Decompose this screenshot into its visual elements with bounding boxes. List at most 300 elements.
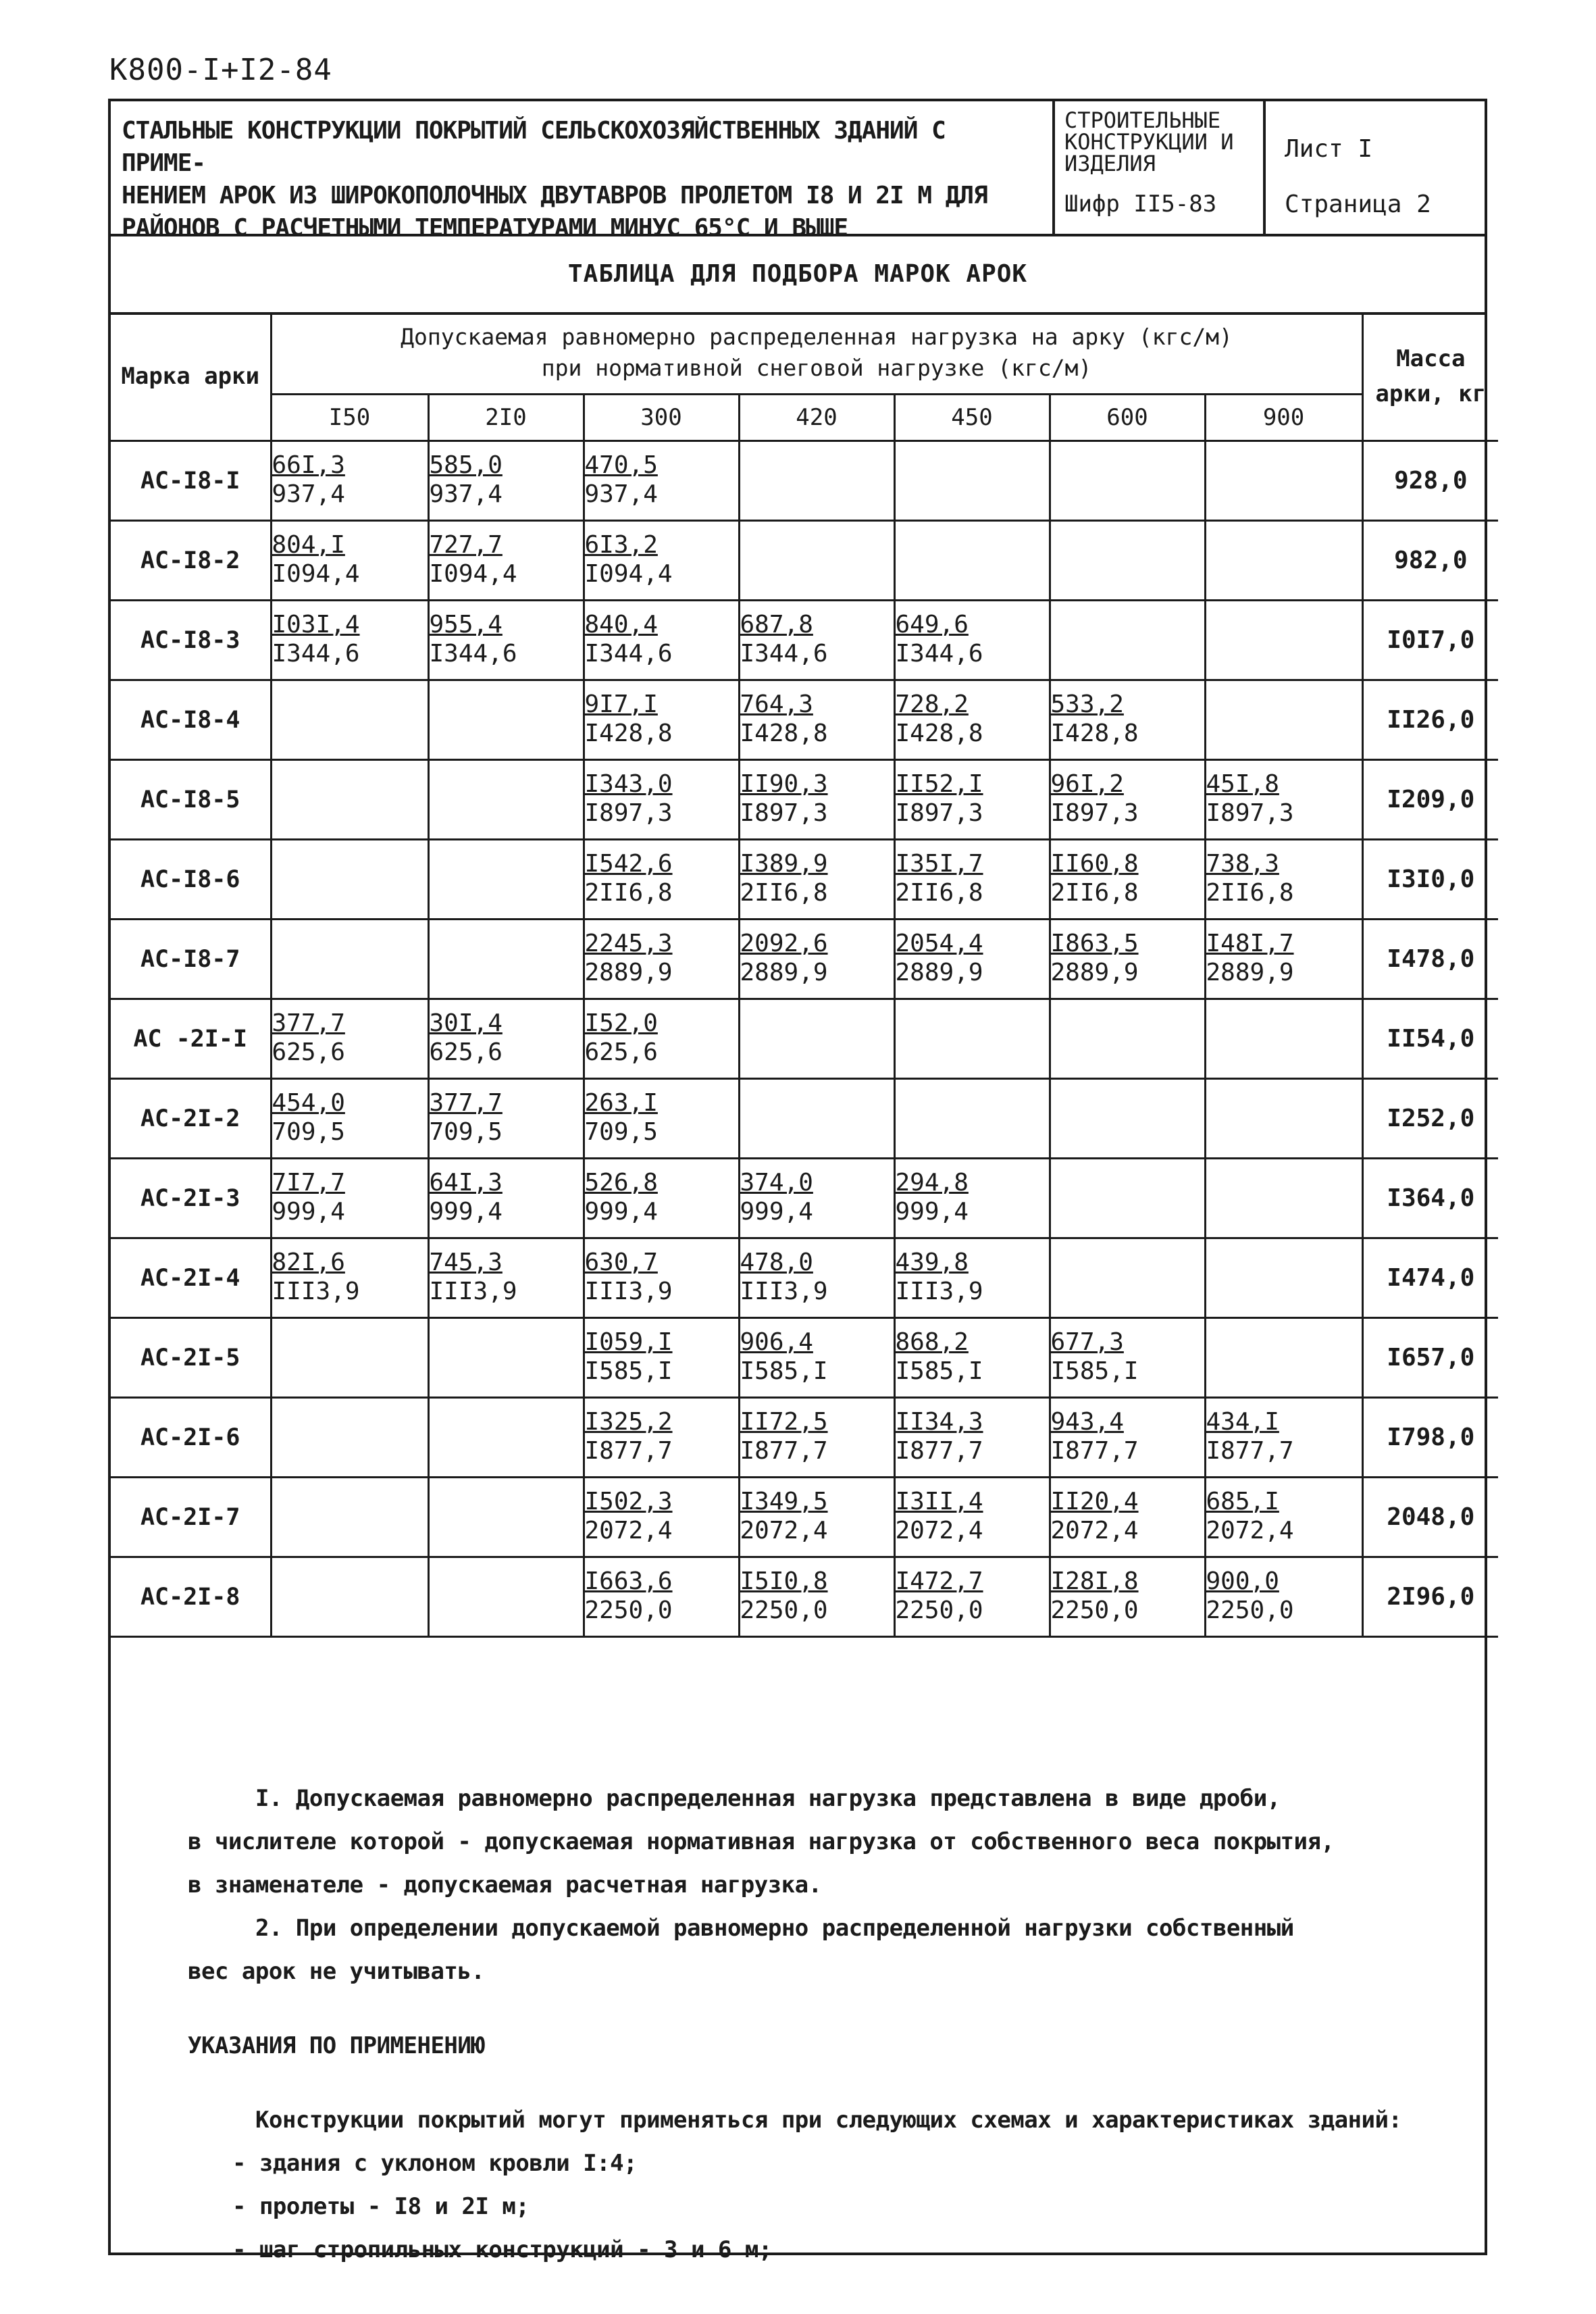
design-load-denominator: 625,6 [272,1038,345,1066]
normative-load-numerator: 585,0 [429,451,503,479]
normative-load-numerator: 868,2 [895,1328,969,1356]
design-load-denominator: 709,5 [429,1117,503,1146]
load-cell [1050,1478,1205,1557]
design-load-denominator: 999,4 [584,1197,658,1226]
load-cell [739,680,894,760]
arch-mark-cell: АС-2I-6 [111,1398,271,1478]
normative-load-numerator: 30I,4 [429,1009,503,1037]
normative-load-numerator: 294,8 [895,1168,969,1197]
normative-load-numerator: 649,6 [895,610,969,638]
normative-load-numerator: 470,5 [584,451,658,479]
design-load-denominator: 625,6 [584,1038,658,1066]
design-load-denominator: I897,3 [1050,799,1139,827]
arch-mark-cell: АС-2I-4 [111,1238,271,1318]
design-load-denominator: III3,9 [272,1277,360,1305]
load-cell [584,760,739,840]
normative-load-numerator: I863,5 [1050,929,1139,957]
usage-bullet: - пролеты - I8 и 2I м; [232,2193,530,2220]
usage-bullet: - здания с уклоном кровли I:4; [232,2150,638,2177]
design-load-denominator: 2889,9 [1206,958,1294,986]
load-cell [1050,840,1205,920]
design-load-denominator: I897,3 [895,799,983,827]
load-cell [271,1079,428,1159]
normative-load-numerator: I389,9 [740,849,828,878]
load-cell [584,1398,739,1478]
load-cell [428,601,584,680]
load-cell [271,441,428,521]
arch-mass-cell: I0I7,0 [1362,601,1498,680]
design-load-denominator: 625,6 [429,1038,503,1066]
design-load-denominator: 937,4 [429,480,503,508]
table-row [111,1398,1498,1478]
snow-load-column-header: 2I0 [428,395,584,441]
load-cell [271,1557,428,1637]
load-cell [1205,680,1362,760]
load-cell [894,441,1050,521]
normative-load-numerator: I349,5 [740,1487,828,1515]
table-row [111,999,1498,1079]
design-load-denominator: 2II6,8 [1050,878,1139,907]
load-cell [584,1238,739,1318]
load-cell [1050,680,1205,760]
load-cell [739,521,894,601]
load-cell [1205,601,1362,680]
note-1-line: в знаменателе - допускаемая расчетная нагрузка. [188,1871,822,1898]
normative-load-numerator: I03I,4 [272,610,360,638]
table-row [111,840,1498,920]
load-cell [584,840,739,920]
normative-load-numerator: 374,0 [740,1168,813,1197]
design-load-denominator: 2072,4 [584,1516,673,1544]
design-load-denominator: I428,8 [1050,719,1139,747]
normative-load-numerator: 685,I [1206,1487,1279,1515]
load-cell [1050,1159,1205,1238]
table-row [111,441,1498,521]
normative-load-numerator: 82I,6 [272,1248,345,1276]
design-load-denominator: III3,9 [584,1277,673,1305]
normative-load-numerator: I28I,8 [1050,1567,1139,1595]
table-row [111,1079,1498,1159]
cipher-code: Шифр II5-83 [1064,191,1217,218]
normative-load-numerator: I542,6 [584,849,673,878]
load-cell [894,1557,1050,1637]
header-load-line: Допускаемая равномерно распределенная нагрузка на арку (кгс/м) [401,324,1233,350]
load-cell [894,999,1050,1079]
load-cell [428,1159,584,1238]
table-row [111,521,1498,601]
load-cell [584,521,739,601]
load-cell [271,1159,428,1238]
normative-load-numerator: 677,3 [1050,1328,1124,1356]
arch-mass-cell: I798,0 [1362,1398,1498,1478]
arch-mark-cell: АС-2I-5 [111,1318,271,1398]
design-load-denominator: 2072,4 [1050,1516,1139,1544]
load-cell [739,840,894,920]
load-cell [584,441,739,521]
load-cell [1205,521,1362,601]
normative-load-numerator: I52,0 [584,1009,658,1037]
load-cell [1050,441,1205,521]
load-cell [739,1557,894,1637]
arch-mass-cell: 2I96,0 [1362,1557,1498,1637]
note-1-line: в числителе которой - допускаемая нормативная нагрузка от собственного веса покрытия, [188,1828,1335,1855]
load-cell [894,920,1050,999]
load-cell [584,999,739,1079]
arch-mark-cell: АС-I8-5 [111,760,271,840]
design-load-denominator: I897,3 [584,799,673,827]
load-cell [428,1557,584,1637]
table-row [111,1159,1498,1238]
design-load-denominator: I094,4 [584,559,673,588]
normative-load-numerator: 533,2 [1050,690,1124,718]
normative-load-numerator: II34,3 [895,1407,983,1436]
load-cell [271,1238,428,1318]
design-load-denominator: I877,7 [584,1436,673,1465]
arch-mark-cell: АС-2I-8 [111,1557,271,1637]
load-cell [1050,521,1205,601]
arch-mark-cell: АС-I8-7 [111,920,271,999]
load-cell [1050,1318,1205,1398]
load-cell [1050,760,1205,840]
snow-load-column-header: 300 [584,395,739,441]
design-load-denominator: I094,4 [272,559,360,588]
normative-load-numerator: 45I,8 [1206,770,1279,798]
load-cell [739,1318,894,1398]
load-cell [271,1318,428,1398]
design-load-denominator: I897,3 [1206,799,1294,827]
category-line: КОНСТРУКЦИИ И [1064,129,1234,155]
design-load-denominator: 2072,4 [740,1516,828,1544]
category-line: ИЗДЕЛИЯ [1064,151,1156,176]
load-cell [739,441,894,521]
load-cell [428,1079,584,1159]
header-load-line: при нормативной снеговой нагрузке (кгс/м) [541,355,1092,381]
normative-load-numerator: 728,2 [895,690,969,718]
table-row [111,601,1498,680]
normative-load-numerator: 2245,3 [584,929,673,957]
load-cell [428,920,584,999]
table-row [111,1557,1498,1637]
arch-mark-cell: АС -2I-I [111,999,271,1079]
note-1-line: I. Допускаемая равномерно распределенная нагрузка представлена в виде дроби, [255,1785,1281,1812]
design-load-denominator: I877,7 [1206,1436,1294,1465]
arch-mark-cell: АС-I8-2 [111,521,271,601]
normative-load-numerator: I5I0,8 [740,1567,828,1595]
load-cell [739,1478,894,1557]
arch-mark-cell: АС-I8-6 [111,840,271,920]
design-load-denominator: I585,I [895,1357,983,1385]
table-body [111,441,1498,1637]
arch-mark-cell: АС-2I-3 [111,1159,271,1238]
design-load-denominator: 2II6,8 [584,878,673,907]
design-load-denominator: I877,7 [1050,1436,1139,1465]
design-load-denominator: I585,I [740,1357,828,1385]
design-load-denominator: 999,4 [895,1197,969,1226]
load-cell [271,999,428,1079]
arch-mark-cell: АС-I8-4 [111,680,271,760]
load-cell [1050,1238,1205,1318]
load-cell [739,1238,894,1318]
load-cell [1205,1557,1362,1637]
normative-load-numerator: 7I7,7 [272,1168,345,1197]
snow-load-column-header: 900 [1205,395,1362,441]
arch-mass-cell: 928,0 [1362,441,1498,521]
normative-load-numerator: II60,8 [1050,849,1139,878]
design-load-denominator: 2072,4 [1206,1516,1294,1544]
normative-load-numerator: I3II,4 [895,1487,983,1515]
arch-mass-cell: II26,0 [1362,680,1498,760]
normative-load-numerator: 377,7 [272,1009,345,1037]
usage-heading: УКАЗАНИЯ ПО ПРИМЕНЕНИЮ [188,2032,485,2059]
arch-mass-cell: 2048,0 [1362,1478,1498,1557]
load-cell [1205,999,1362,1079]
normative-load-numerator: I663,6 [584,1567,673,1595]
arch-mark-cell: АС-I8-3 [111,601,271,680]
normative-load-numerator: 439,8 [895,1248,969,1276]
normative-load-numerator: 955,4 [429,610,503,638]
normative-load-numerator: 478,0 [740,1248,813,1276]
table-row [111,920,1498,999]
note-2-line: 2. При определении допускаемой равномерно распределенной нагрузки собственный [255,1915,1294,1942]
arch-mass-cell: I252,0 [1362,1079,1498,1159]
design-load-denominator: 2250,0 [584,1596,673,1624]
design-load-denominator: I428,8 [584,719,673,747]
normative-load-numerator: II90,3 [740,770,828,798]
document-title-line: РАЙОНОВ С РАСЧЕТНЫМИ ТЕМПЕРАТУРАМИ МИНУС 65°С И ВЫШЕ [122,214,848,242]
design-load-denominator: I344,6 [740,639,828,668]
normative-load-numerator: 263,I [584,1088,658,1117]
design-load-denominator: 2250,0 [1206,1596,1294,1624]
load-cell [894,1079,1050,1159]
normative-load-numerator: 687,8 [740,610,813,638]
load-cell [894,601,1050,680]
design-load-denominator: I344,6 [584,639,673,668]
load-cell [1050,601,1205,680]
design-load-denominator: I094,4 [429,559,517,588]
normative-load-numerator: 66I,3 [272,451,345,479]
table-row [111,680,1498,760]
page-number: Страница 2 [1285,191,1431,218]
design-load-denominator: I897,3 [740,799,828,827]
arch-mass-cell: 982,0 [1362,521,1498,601]
normative-load-numerator: 745,3 [429,1248,503,1276]
load-cell [739,999,894,1079]
usage-intro: Конструкции покрытий могут применяться при следующих схемах и характеристиках зданий: [255,2107,1402,2134]
load-cell [428,1478,584,1557]
table-title: ТАБЛИЦА ДЛЯ ПОДБОРА МАРОК АРОК [111,236,1485,315]
load-cell [739,1398,894,1478]
design-load-denominator: I344,6 [429,639,517,668]
load-cell [271,760,428,840]
load-cell [1205,1238,1362,1318]
load-cell [584,1557,739,1637]
design-load-denominator: III3,9 [895,1277,983,1305]
normative-load-numerator: II72,5 [740,1407,828,1436]
normative-load-numerator: I472,7 [895,1567,983,1595]
load-cell [894,1159,1050,1238]
load-cell [739,601,894,680]
load-cell [1205,760,1362,840]
header-mass: Масса арки, кг [1362,312,1498,441]
normative-load-numerator: 900,0 [1206,1567,1279,1595]
sheet-number: Лист I [1285,135,1373,163]
load-cell [271,840,428,920]
table-row [111,1238,1498,1318]
normative-load-numerator: I48I,7 [1206,929,1294,957]
load-cell [428,680,584,760]
arch-mass-cell: I3I0,0 [1362,840,1498,920]
load-cell [584,1478,739,1557]
load-cell [1205,1318,1362,1398]
header-load [271,312,1362,395]
design-load-denominator: III3,9 [429,1277,517,1305]
load-cell [271,1398,428,1478]
load-cell [584,920,739,999]
load-cell [1205,1398,1362,1478]
load-cell [271,521,428,601]
normative-load-numerator: 526,8 [584,1168,658,1197]
arch-mass-cell: I478,0 [1362,920,1498,999]
design-load-denominator: III3,9 [740,1277,828,1305]
load-cell [1050,1557,1205,1637]
category-cell [1055,101,1266,234]
load-cell [271,920,428,999]
load-cell [739,920,894,999]
arch-mark-cell: АС-2I-2 [111,1079,271,1159]
design-load-denominator: I877,7 [895,1436,983,1465]
document-title-line: НЕНИЕМ АРОК ИЗ ШИРОКОПОЛОЧНЫХ ДВУТАВРОВ ПРОЛЕТОМ I8 И 2I М ДЛЯ [122,182,987,209]
load-cell [1205,1478,1362,1557]
header-mark: Марка арки [111,312,271,441]
normative-load-numerator: 943,4 [1050,1407,1124,1436]
design-load-denominator: 2889,9 [895,958,983,986]
load-cell [1205,920,1362,999]
load-cell [271,680,428,760]
normative-load-numerator: 2092,6 [740,929,828,957]
table-row [111,1478,1498,1557]
design-load-denominator: I585,I [584,1357,673,1385]
normative-load-numerator: 64I,3 [429,1168,503,1197]
design-load-denominator: 709,5 [272,1117,345,1146]
document-title [111,101,1055,242]
table-row [111,1318,1498,1398]
load-cell [428,441,584,521]
load-cell [1205,1159,1362,1238]
arch-mass-cell: I474,0 [1362,1238,1498,1318]
load-cell [1205,1079,1362,1159]
normative-load-numerator: I059,I [584,1328,673,1356]
load-cell [271,1478,428,1557]
design-load-denominator: 2889,9 [1050,958,1139,986]
design-load-denominator: 2889,9 [740,958,828,986]
normative-load-numerator: 434,I [1206,1407,1279,1436]
design-load-denominator: I428,8 [740,719,828,747]
arch-mass-cell: II54,0 [1362,999,1498,1079]
load-cell [428,521,584,601]
normative-load-numerator: 630,7 [584,1248,658,1276]
design-load-denominator: 2250,0 [1050,1596,1139,1624]
load-cell [584,1159,739,1238]
note-2-line: вес арок не учитывать. [188,1958,485,1985]
normative-load-numerator: I343,0 [584,770,673,798]
load-cell [584,1318,739,1398]
load-cell [894,840,1050,920]
design-load-denominator: 2250,0 [740,1596,828,1624]
design-load-denominator: I877,7 [740,1436,828,1465]
normative-load-numerator: I502,3 [584,1487,673,1515]
usage-bullet: - шаг стропильных конструкций - 3 и 6 м; [232,2236,772,2263]
load-cell [894,1478,1050,1557]
load-cell [428,840,584,920]
normative-load-numerator: II52,I [895,770,983,798]
arch-mass-cell: I657,0 [1362,1318,1498,1398]
design-load-denominator: I585,I [1050,1357,1139,1385]
normative-load-numerator: 2054,4 [895,929,983,957]
load-cell [428,760,584,840]
normative-load-numerator: 906,4 [740,1328,813,1356]
normative-load-numerator: 96I,2 [1050,770,1124,798]
title-block [111,101,1485,242]
normative-load-numerator: 804,I [272,530,345,559]
snow-load-header-row [111,395,1498,441]
design-load-denominator: 937,4 [584,480,658,508]
load-cell [1205,441,1362,521]
load-cell [739,1159,894,1238]
normative-load-numerator: 764,3 [740,690,813,718]
load-cell [894,1398,1050,1478]
normative-load-numerator: 9I7,I [584,690,658,718]
normative-load-numerator: 727,7 [429,530,503,559]
normative-load-numerator: II20,4 [1050,1487,1139,1515]
load-cell [584,1079,739,1159]
load-cell [894,1318,1050,1398]
normative-load-numerator: I325,2 [584,1407,673,1436]
normative-load-numerator: 738,3 [1206,849,1279,878]
normative-load-numerator: 454,0 [272,1088,345,1117]
load-cell [1050,1398,1205,1478]
load-cell [1050,920,1205,999]
design-load-denominator: 2II6,8 [1206,878,1294,907]
load-cell [428,1398,584,1478]
load-cell [739,1079,894,1159]
design-load-denominator: 2II6,8 [895,878,983,907]
load-cell [894,1238,1050,1318]
category-line: СТРОИТЕЛЬНЫЕ [1064,107,1221,133]
table-row [111,760,1498,840]
design-load-denominator: 2II6,8 [740,878,828,907]
load-cell [428,1238,584,1318]
load-cell [1050,1079,1205,1159]
design-load-denominator: 2889,9 [584,958,673,986]
design-load-denominator: I344,6 [272,639,360,668]
arch-mark-cell: АС-I8-I [111,441,271,521]
document-title-line: СТАЛЬНЫЕ КОНСТРУКЦИИ ПОКРЫТИЙ СЕЛЬСКОХОЗЯЙСТВЕННЫХ ЗДАНИЙ С ПРИМЕ- [122,117,946,177]
load-cell [271,601,428,680]
sheet-cell [1266,101,1485,234]
normative-load-numerator: 6I3,2 [584,530,658,559]
load-cell [584,680,739,760]
arch-mark-cell: АС-2I-7 [111,1478,271,1557]
normative-load-numerator: 377,7 [429,1088,503,1117]
normative-load-numerator: 840,4 [584,610,658,638]
design-load-denominator: 999,4 [429,1197,503,1226]
snow-load-column-header: 600 [1050,395,1205,441]
load-cell [584,601,739,680]
design-load-denominator: 999,4 [272,1197,345,1226]
arch-mass-cell: I364,0 [1362,1159,1498,1238]
design-load-denominator: 937,4 [272,480,345,508]
arch-selection-table [111,312,1498,1638]
